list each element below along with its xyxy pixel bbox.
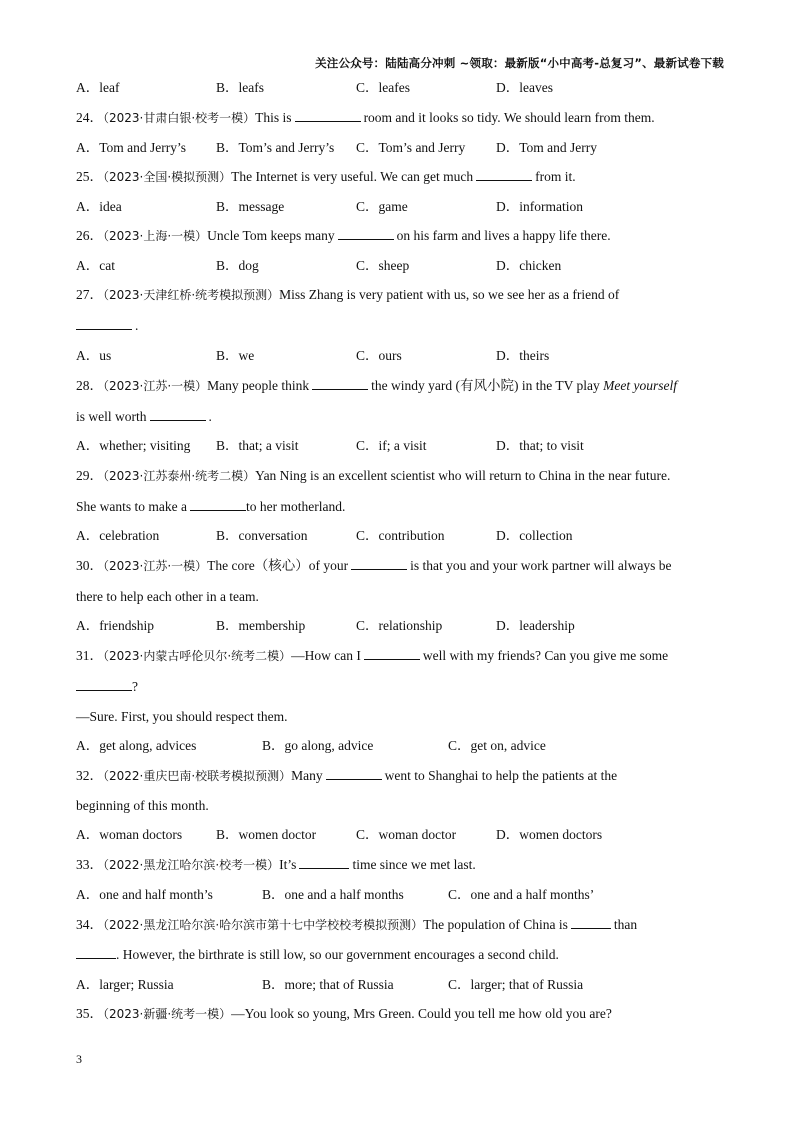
question-text: —You look so young, Mrs Green. Could you tell me how old you are? [231,1006,612,1021]
question-text: time since we met last. [352,857,476,872]
question-text: is well worth [76,409,147,424]
question-text: —Sure. First, you should respect them. [76,709,288,724]
answer-blank [295,109,361,122]
option-b[interactable]: B．dog [216,258,259,273]
option-d[interactable]: D．leaves [496,80,553,95]
question-text: The population of China is [423,917,568,932]
question-text: than [613,917,638,932]
question-text: This is [255,110,292,125]
question-number: 30． [76,558,103,573]
option-c[interactable]: C．ours [356,348,402,363]
option-a[interactable]: A．one and half month’s [76,887,213,902]
question-text: . [135,318,139,333]
question-34 [76,916,637,934]
question-text: to her motherland. [245,499,346,514]
question-text: Miss Zhang is very patient with us, so we see her as a friend of [279,287,620,302]
question-text: went to Shanghai to help the patients at the [384,768,618,783]
option-d[interactable]: D．women doctors [496,827,603,842]
question-33 [76,856,476,874]
question-number: 33． [76,857,103,872]
question-text: Yan Ning is an excellent scientist who will return to China in the near future. [255,468,671,483]
option-c[interactable]: C．game [356,199,408,214]
question-number: 35． [76,1006,103,1021]
question-number: 25． [76,169,103,184]
option-b[interactable]: B．we [216,348,255,363]
question-text: from it. [535,169,576,184]
option-c[interactable]: C．one and a half months’ [448,887,595,902]
option-c[interactable]: C．larger; that of Russia [448,977,584,992]
question-source: （2023·上海·一模） [103,229,208,243]
question-number: 32． [76,768,103,783]
option-a[interactable]: A．celebration [76,528,160,543]
option-a[interactable]: A．get along, advices [76,738,197,753]
question-number: 29． [76,468,103,483]
question-text: beginning of this month. [76,798,209,813]
question-text: The Internet is very useful. We can get much [231,169,474,184]
option-c[interactable]: C．if; a visit [356,438,427,453]
question-text: Many [291,768,323,783]
question-text: room and it looks so tidy. We should learn from them. [363,110,655,125]
question-source: （2023·新疆·统考一模） [103,1007,232,1021]
page-number: 3 [76,1052,82,1066]
question-source: （2023·甘肃白银·校考一模） [103,111,256,125]
option-b[interactable]: B．membership [216,618,306,633]
question-35 [76,1005,612,1023]
option-b[interactable]: B．that; a visit [216,438,299,453]
question-source: （2022·黑龙江哈尔滨·哈尔滨市第十七中学校校考模拟预测） [103,918,424,932]
answer-blank [338,227,394,240]
question-31-cont [76,678,138,696]
option-a[interactable]: A．cat [76,258,115,273]
question-text: there to help each other in a team. [76,589,259,604]
option-a[interactable]: A．us [76,348,112,363]
question-number: 34． [76,917,103,932]
option-c[interactable]: C．leafes [356,80,410,95]
tv-play-title: Meet yourself [603,378,677,393]
question-text: —How can I [291,648,361,663]
option-a[interactable]: A．woman doctors [76,827,183,842]
question-29 [76,467,670,485]
answer-blank [299,856,349,869]
question-source: （2023·天津红桥·统考模拟预测） [103,288,280,302]
question-27-cont [76,317,138,335]
option-a[interactable]: A．idea [76,199,122,214]
option-a[interactable]: A．leaf [76,80,120,95]
option-b[interactable]: B．Tom’s and Jerry’s [216,140,335,155]
question-25 [76,168,576,186]
option-b[interactable]: B．one and a half months [262,887,404,902]
option-b[interactable]: B．conversation [216,528,308,543]
option-b[interactable]: B．more; that of Russia [262,977,394,992]
header-note: 关注公众号：陆陆高分冲刺 ~领取：最新版“小中高考-总复习”、最新试卷下载 [315,56,724,70]
question-31-reply [76,708,287,726]
question-number: 26． [76,228,103,243]
question-28-cont [76,408,212,426]
question-29-cont [76,498,345,516]
question-source: （2023·江苏·一模） [103,379,208,393]
question-number: 28． [76,378,103,393]
question-30-cont [76,588,259,606]
option-c[interactable]: C．Tom’s and Jerry [356,140,466,155]
option-c[interactable]: C．woman doctor [356,827,457,842]
answer-blank [312,377,368,390]
option-d[interactable]: D．information [496,199,583,214]
question-32 [76,767,617,785]
question-source: （2023·江苏泰州·统考二模） [103,469,256,483]
option-c[interactable]: C．sheep [356,258,410,273]
option-d[interactable]: D．theirs [496,348,550,363]
question-24 [76,109,655,127]
question-text: is that you and your work partner will always be [410,558,672,573]
question-source: （2023·内蒙古呼伦贝尔·统考二模） [103,649,292,663]
answer-blank [190,498,246,511]
question-text: well with my friends? Can you give me some [422,648,669,663]
question-text: Uncle Tom keeps many [207,228,335,243]
answer-blank [364,647,420,660]
question-text: She wants to make a [76,499,187,514]
question-text: The core（核心）of your [207,558,349,573]
question-source: （2023·江苏·一模） [103,559,208,573]
answer-blank [571,916,611,929]
question-27 [76,286,619,304]
question-28 [76,377,677,395]
option-c[interactable]: C．get on, advice [448,738,546,753]
answer-blank [326,767,382,780]
question-text: the windy yard (有风小院) in the TV play [371,378,600,393]
answer-blank [76,678,132,691]
answer-blank [150,408,206,421]
question-text: on his farm and lives a happy life there. [396,228,611,243]
option-d[interactable]: D．that; to visit [496,438,584,453]
answer-blank [76,946,116,959]
option-b[interactable]: B．leafs [216,80,264,95]
option-a[interactable]: A．Tom and Jerry’s [76,140,187,155]
question-text: It’s [279,857,297,872]
question-source: （2023·全国·模拟预测） [103,170,232,184]
option-c[interactable]: C．contribution [356,528,445,543]
question-31 [76,647,668,665]
question-text: ? [132,679,138,694]
option-b[interactable]: B．go along, advice [262,738,374,753]
question-32-cont [76,797,209,815]
option-a[interactable]: A．friendship [76,618,154,633]
option-d[interactable]: D．chicken [496,258,562,273]
answer-blank [351,557,407,570]
option-b[interactable]: B．message [216,199,285,214]
answer-blank [476,168,532,181]
question-text: . However, the birthrate is still low, so our government encourages a second child. [116,947,559,962]
option-d[interactable]: D．Tom and Jerry [496,140,598,155]
question-34-cont [76,946,559,964]
option-b[interactable]: B．women doctor [216,827,317,842]
option-a[interactable]: A．whether; visiting [76,438,191,453]
option-d[interactable]: D．leadership [496,618,575,633]
question-26 [76,227,611,245]
answer-blank [76,317,132,330]
option-a[interactable]: A．larger; Russia [76,977,174,992]
question-source: （2022·重庆巴南·校联考模拟预测） [103,769,292,783]
option-c[interactable]: C．relationship [356,618,443,633]
question-number: 27． [76,287,103,302]
option-d[interactable]: D．collection [496,528,573,543]
question-source: （2022·黑龙江哈尔滨·校考一模） [103,858,280,872]
question-number: 24． [76,110,103,125]
question-30 [76,557,671,575]
question-number: 31． [76,648,103,663]
question-text: Many people think [207,378,310,393]
question-text: . [208,409,212,424]
